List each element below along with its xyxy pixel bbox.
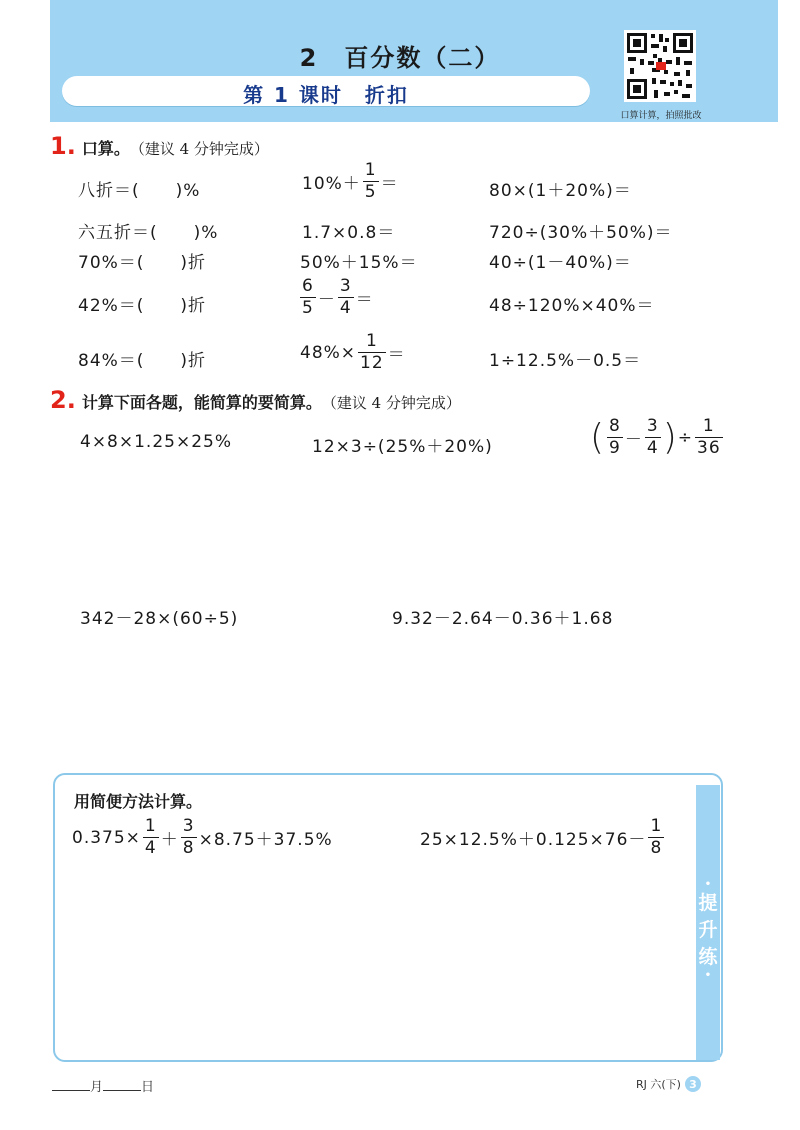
oral-item: 50%＋15%＝ [300,253,418,273]
page-footer [636,1076,701,1092]
oral-item: 48%× $\frac{1}{12}$ ＝ [300,331,406,373]
oral-item: 48÷120%×40%＝ [489,296,655,316]
chapter-title: 2 百分数（二） [299,44,501,72]
fraction: $\frac{1}{8}$ [650,816,663,858]
section2-note: （建议 4 分钟完成） [321,394,461,412]
fraction: $\frac{8}{9}$ [609,416,621,458]
fraction: $\frac{1}{4}$ [144,816,157,858]
fraction: $\frac{1}{36}$ [697,416,721,458]
oral-item: 10%＋ $\frac{1}{5}$ ＝ [302,160,399,202]
date-field[interactable]: 月 日 [52,1076,154,1095]
section2-number: 2. [50,386,76,414]
oral-item: 六五折＝( )% [78,223,219,243]
oral-item: 70%＝( )折 [78,253,207,273]
fraction: $\frac{3}{8}$ [182,816,195,858]
oral-item: 80×(1＋20%)＝ [489,181,632,201]
box-title: 用简便方法计算。 [74,792,203,811]
section1-number: 1. [50,132,76,160]
oral-item: 1÷12.5%－0.5＝ [489,351,642,371]
box-problem: 0.375× $\frac{1}{4}$ ＋ $\frac{3}{8}$ ×8.75＋37.5% [72,816,333,858]
problem-item: 9.32－2.64－0.36＋1.68 [392,609,614,629]
side-tab-label: • 提 升 练 • [698,879,718,981]
problem-item: 12×3÷(25%＋20%) [312,437,493,457]
oral-item: 720÷(30%＋50%)＝ [489,223,673,243]
section1-note: （建议 4 分钟完成） [129,140,269,158]
problem-item: 4×8×1.25×25% [80,432,233,452]
oral-item: 84%＝( )折 [78,351,207,371]
fraction: $\frac{6}{5}$ [302,276,314,318]
fraction: $\frac{1}{12}$ [360,331,384,373]
qr-code-icon[interactable] [624,30,696,102]
section1-title: 口算。 [81,139,130,158]
edition-label: RJ 六(下) [636,1078,681,1091]
oral-item: $\frac{6}{5}$ － $\frac{3}{4}$ ＝ [302,276,374,318]
right-paren: ) [662,416,678,458]
section2-heading [50,386,461,414]
fraction: $\frac{1}{5}$ [364,160,377,202]
lesson-title: 第 1 课时 折扣 [243,83,409,107]
qr-caption: 口算计算，拍照批改 [620,111,702,121]
oral-item: 1.7×0.8＝ [302,223,396,243]
section2-title: 计算下面各题，能简算的要简算。 [81,393,322,412]
oral-item: 八折＝( )% [78,181,201,201]
page-number: 3 [685,1076,701,1092]
fraction: $\frac{3}{4}$ [339,276,352,318]
section1-heading [50,132,269,160]
oral-item: 40÷(1－40%)＝ [489,253,632,273]
problem-item: 342－28×(60÷5) [80,609,239,629]
fraction: $\frac{3}{4}$ [646,416,659,458]
problem-item: ( $\frac{8}{9}$ － $\frac{3}{4}$ ) ÷ $\frac{1}{36}$ [590,416,721,458]
oral-item: 42%＝( )折 [78,296,207,316]
box-problem: 25×12.5%＋0.125×76－ $\frac{1}{8}$ [420,816,663,858]
left-paren: ( [590,416,606,458]
